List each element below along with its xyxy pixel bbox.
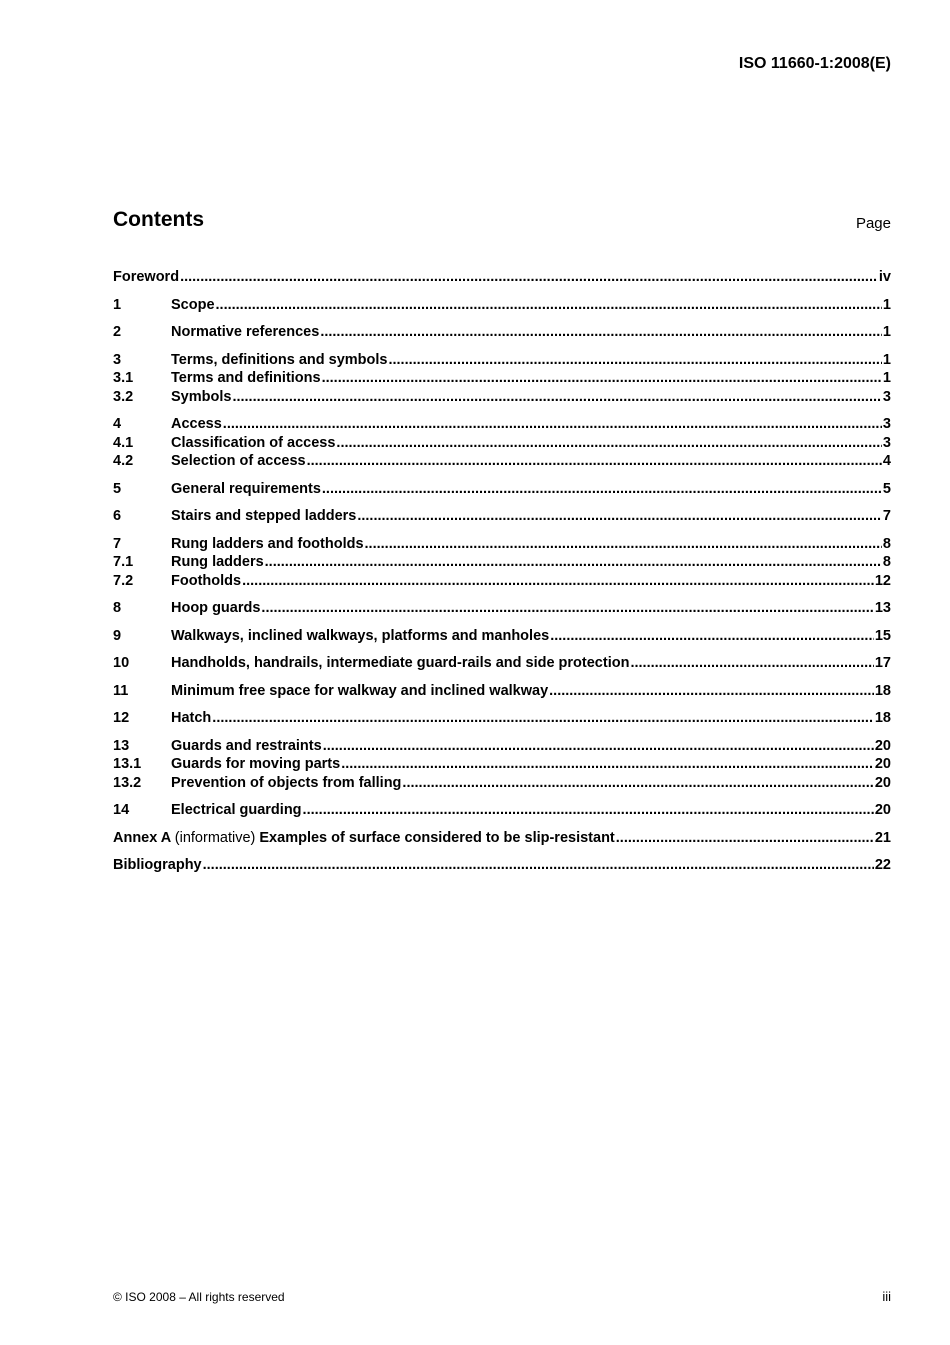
toc-entry-title: Rung ladders and footholds xyxy=(171,535,364,552)
toc-entry-title: Rung ladders xyxy=(171,554,264,570)
toc-entry-title: Classification of access xyxy=(171,434,336,451)
toc-group xyxy=(113,627,891,646)
toc-entry-title: Hoop guards xyxy=(171,600,261,616)
dot-leader xyxy=(402,774,873,793)
toc-entry-number: 4.1 xyxy=(113,434,134,451)
toc-entry-title xyxy=(113,829,615,848)
toc-entry-page: 1 xyxy=(882,324,891,340)
toc-entry-number: 1 xyxy=(113,296,122,313)
toc-group xyxy=(113,323,891,342)
dot-leader xyxy=(203,856,874,875)
toc-entry-title: Prevention of objects from falling xyxy=(171,774,402,791)
toc-entry-page: 4 xyxy=(882,453,891,469)
dot-leader xyxy=(180,268,878,287)
dot-leader xyxy=(265,553,882,572)
toc-entry-title: Symbols xyxy=(171,388,232,405)
toc-entry-page: 21 xyxy=(874,829,891,846)
toc-entry-number: 14 xyxy=(113,802,130,818)
footer-page-number: iii xyxy=(882,1289,891,1304)
dot-leader xyxy=(322,480,882,499)
toc-entry-page: 7 xyxy=(882,508,891,524)
toc-entry-number: 9 xyxy=(113,627,122,644)
toc-entry-page: 20 xyxy=(874,756,891,772)
dot-leader xyxy=(336,434,882,453)
toc-entry-number: 7.1 xyxy=(113,554,134,570)
toc-entry-number: 3.1 xyxy=(113,370,134,386)
toc-entry-title: General requirements xyxy=(171,480,321,497)
toc-group xyxy=(113,801,891,820)
toc-entry-number: 10 xyxy=(113,655,130,671)
toc-entry-page: 5 xyxy=(882,480,891,497)
toc-entry-title: Scope xyxy=(171,296,215,313)
toc-entry-number: 7 xyxy=(113,535,122,552)
document-id: ISO 11660-1:2008(E) xyxy=(738,55,891,72)
dot-leader xyxy=(261,599,873,618)
annex-kind: (informative) xyxy=(174,829,256,846)
toc-group xyxy=(113,535,891,591)
toc-bibliography-group xyxy=(113,856,891,875)
dot-leader xyxy=(303,801,874,820)
toc-group xyxy=(113,296,891,315)
toc-entry[interactable] xyxy=(113,572,891,591)
toc-entry-number: 2 xyxy=(113,324,122,340)
toc-entry[interactable] xyxy=(113,535,891,554)
toc-entry-annex-a[interactable] xyxy=(113,829,891,848)
toc-entry[interactable] xyxy=(113,507,891,526)
dot-leader xyxy=(365,535,882,554)
toc-entry-title: Terms, definitions and symbols xyxy=(171,351,388,368)
toc-entry[interactable] xyxy=(113,682,891,701)
dot-leader xyxy=(307,452,882,471)
toc-entry[interactable] xyxy=(113,553,891,572)
toc-entry[interactable] xyxy=(113,369,891,388)
toc-entry-number: 13.2 xyxy=(113,774,142,791)
dot-leader xyxy=(357,507,882,526)
toc-entry-page: 20 xyxy=(874,774,891,791)
toc-entry-title: Normative references xyxy=(171,324,320,340)
toc-entry-title: Handholds, handrails, intermediate guard-rails and side protection xyxy=(171,655,630,671)
toc-entry[interactable] xyxy=(113,434,891,453)
toc-entry[interactable] xyxy=(113,388,891,407)
toc-entry[interactable] xyxy=(113,480,891,499)
footer-copyright: © ISO 2008 – All rights reserved xyxy=(113,1290,285,1304)
annex-label: Annex A xyxy=(113,829,171,846)
toc-entry[interactable] xyxy=(113,709,891,728)
toc-entry-title: Foreword xyxy=(113,269,180,285)
toc-entry[interactable] xyxy=(113,296,891,315)
toc-entry-page: 22 xyxy=(874,857,891,873)
dot-leader xyxy=(223,415,882,434)
toc-entry-page: 8 xyxy=(882,554,891,570)
toc-entry-page: 20 xyxy=(874,737,891,754)
toc-entry-page: 17 xyxy=(874,655,891,671)
dot-leader xyxy=(388,351,881,370)
toc-entry[interactable] xyxy=(113,627,891,646)
toc-group xyxy=(113,682,891,701)
toc-entry-number: 13.1 xyxy=(113,756,142,772)
table-of-contents xyxy=(113,268,891,884)
toc-entry-title: Footholds xyxy=(171,572,242,589)
toc-entry[interactable] xyxy=(113,323,891,342)
dot-leader xyxy=(242,572,874,591)
dot-leader xyxy=(216,296,882,315)
dot-leader xyxy=(341,755,874,774)
dot-leader xyxy=(630,654,873,673)
toc-entry-title: Hatch xyxy=(171,710,212,726)
toc-entry-number: 7.2 xyxy=(113,572,134,589)
toc-entry-page: 1 xyxy=(882,370,891,386)
toc-group xyxy=(113,654,891,673)
dot-leader xyxy=(550,627,874,646)
toc-entry[interactable] xyxy=(113,737,891,756)
toc-entry-page: 3 xyxy=(882,416,891,432)
toc-entry[interactable] xyxy=(113,774,891,793)
toc-entry-page: 1 xyxy=(882,296,891,313)
toc-entry[interactable] xyxy=(113,801,891,820)
toc-entry-title: Access xyxy=(171,416,222,432)
toc-group xyxy=(113,415,891,471)
toc-entry-number: 13 xyxy=(113,737,130,754)
toc-entry-title: Terms and definitions xyxy=(171,370,321,386)
toc-group xyxy=(113,709,891,728)
toc-entry-page: 18 xyxy=(874,682,891,699)
toc-group xyxy=(113,351,891,407)
toc-entry[interactable] xyxy=(113,599,891,618)
dot-leader xyxy=(320,323,882,342)
toc-group xyxy=(113,507,891,526)
toc-entry-number: 8 xyxy=(113,600,122,616)
toc-entry-title: Guards and restraints xyxy=(171,737,322,754)
toc-entry-number: 4.2 xyxy=(113,453,134,469)
toc-entry-number: 3.2 xyxy=(113,388,134,405)
toc-entry-number: 5 xyxy=(113,480,122,497)
toc-entry-page: 8 xyxy=(882,535,891,552)
toc-entry-bibliography[interactable] xyxy=(113,856,891,875)
toc-entry-page: 1 xyxy=(882,351,891,368)
toc-entry-page: 18 xyxy=(874,710,891,726)
toc-entry[interactable] xyxy=(113,268,891,287)
toc-annex-group xyxy=(113,829,891,848)
toc-entry-title: Walkways, inclined walkways, platforms and manholes xyxy=(171,627,550,644)
dot-leader xyxy=(549,682,874,701)
dot-leader xyxy=(616,829,874,848)
toc-group xyxy=(113,268,891,287)
toc-entry[interactable] xyxy=(113,351,891,370)
toc-entry-page: 20 xyxy=(874,802,891,818)
dot-leader xyxy=(232,388,881,407)
toc-entry-title: Electrical guarding xyxy=(171,802,302,818)
contents-title: Contents xyxy=(113,208,204,231)
toc-entry-title: Bibliography xyxy=(113,857,202,873)
toc-entry-number: 6 xyxy=(113,508,122,524)
toc-entry-title: Guards for moving parts xyxy=(171,756,341,772)
toc-entry-number: 11 xyxy=(113,682,129,699)
page-column-label: Page xyxy=(855,215,891,232)
toc-entry-page: 12 xyxy=(874,572,891,589)
dot-leader xyxy=(322,369,882,388)
toc-entry[interactable] xyxy=(113,654,891,673)
toc-entry-page: iv xyxy=(878,269,891,285)
toc-entry-title: Stairs and stepped ladders xyxy=(171,508,357,524)
toc-entry-number: 3 xyxy=(113,351,122,368)
annex-title: Examples of surface considered to be slip-resistant xyxy=(259,829,615,846)
toc-entry[interactable] xyxy=(113,415,891,434)
toc-entry-title: Minimum free space for walkway and inclined walkway xyxy=(171,682,549,699)
toc-group xyxy=(113,480,891,499)
toc-group xyxy=(113,599,891,618)
toc-entry-page: 15 xyxy=(874,627,891,644)
dot-leader xyxy=(323,737,874,756)
toc-entry[interactable] xyxy=(113,755,891,774)
dot-leader xyxy=(212,709,874,728)
toc-entry[interactable] xyxy=(113,452,891,471)
toc-entry-page: 3 xyxy=(882,388,891,405)
toc-entry-page: 3 xyxy=(882,434,891,451)
toc-entry-page: 13 xyxy=(874,600,891,616)
toc-group xyxy=(113,737,891,793)
toc-entry-title: Selection of access xyxy=(171,453,306,469)
toc-entry-number: 12 xyxy=(113,710,130,726)
toc-entry-number: 4 xyxy=(113,416,122,432)
